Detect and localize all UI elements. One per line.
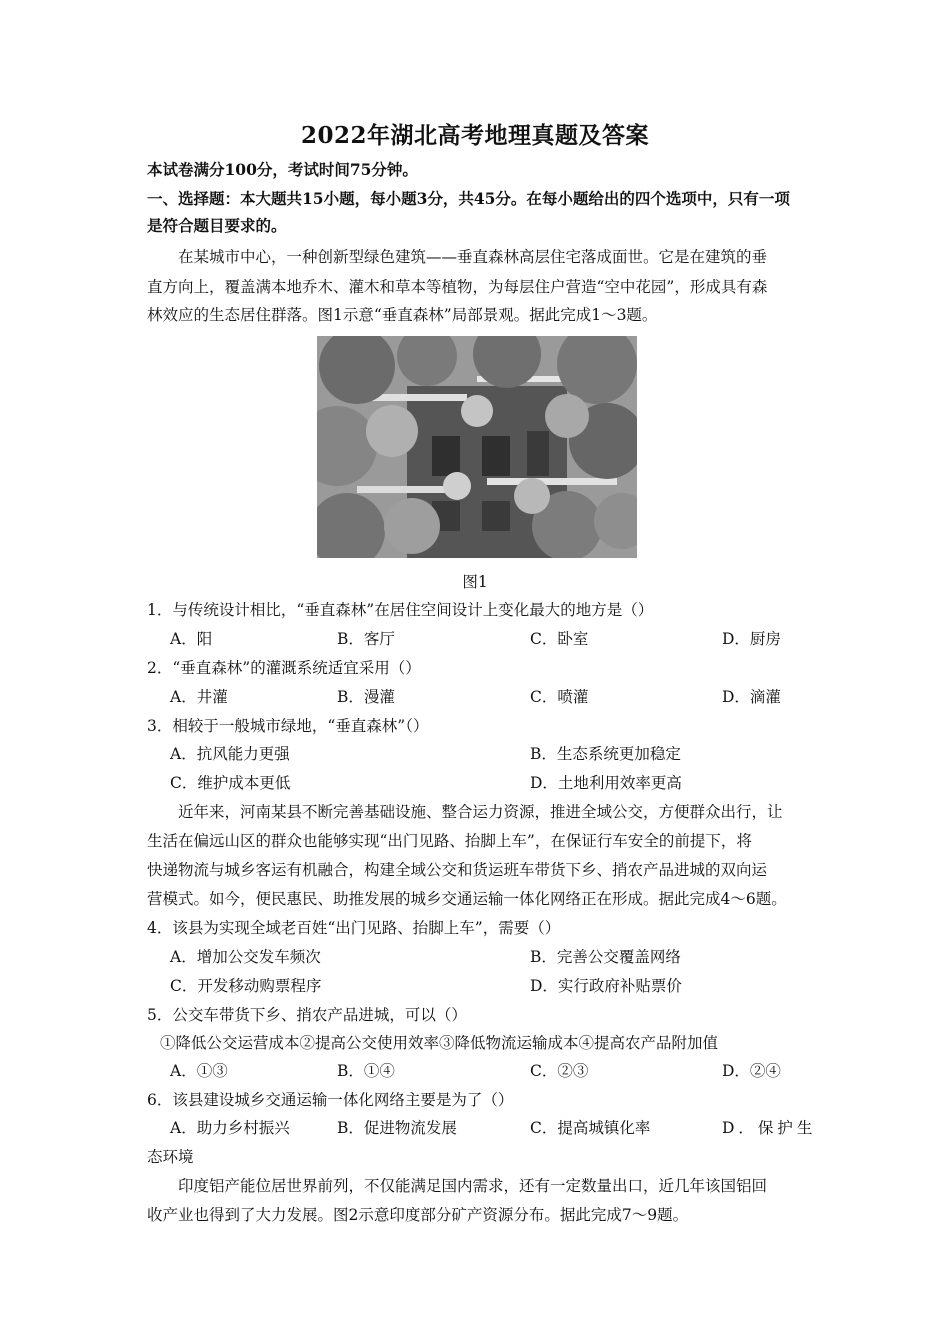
q5-option-c: C．②③: [530, 1062, 589, 1080]
q2-option-b: B．漫灌: [337, 688, 395, 706]
passage2-line2: 生活在偏远山区的群众也能够实现“出门见路、抬脚上车”，在保证行车安全的前提下，将: [147, 832, 752, 850]
exam-intro: 本试卷满分100分，考试时间75分钟。: [147, 160, 418, 179]
q6-option-d-continued: 态环境: [147, 1148, 194, 1166]
passage1-line1: 在某城市中心，一种创新型绿色建筑——垂直森林高层住宅落成面世。它是在建筑的垂: [178, 248, 768, 266]
q5-stem: 5．公交车带货下乡、捎农产品进城，可以（）: [147, 1006, 467, 1024]
q4-option-a: A．增加公交发车频次: [170, 948, 321, 966]
q6-option-d: D．保护生: [722, 1119, 817, 1137]
q6-stem: 6．该县建设城乡交通运输一体化网络主要是为了（）: [147, 1091, 514, 1109]
q1-option-c: C．卧室: [530, 630, 589, 648]
q1-stem: 1．与传统设计相比，“垂直森林”在居住空间设计上变化最大的地方是（）: [147, 601, 654, 619]
q6-option-c: C．提高城镇化率: [530, 1119, 651, 1137]
q3-option-d: D．土地利用效率更高: [530, 774, 682, 792]
q4-stem: 4．该县为实现全域老百姓“出门见路、抬脚上车”，需要（）: [147, 919, 561, 937]
figure1-caption: 图1: [462, 573, 488, 591]
q1-option-a: A．阳: [170, 630, 213, 648]
q6-option-b: B．促进物流发展: [337, 1119, 457, 1137]
passage2-line3: 快递物流与城乡客运有机融合，构建全域公交和货运班车带货下乡、捎农产品进城的双向运: [147, 861, 768, 879]
passage3-line1: 印度铝产能位居世界前列，不仅能满足国内需求，还有一定数量出口，近几年该国铝回: [178, 1177, 768, 1195]
q5-option-a: A．①③: [170, 1062, 228, 1080]
q4-option-d: D．实行政府补贴票价: [530, 977, 682, 995]
passage2-line1: 近年来，河南某县不断完善基础设施、整合运力资源，推进全域公交，方便群众出行，让: [178, 803, 783, 821]
q4-option-c: C．开发移动购票程序: [170, 977, 322, 995]
q3-option-b: B．生态系统更加稳定: [530, 745, 681, 763]
q2-stem: 2．“垂直森林”的灌溉系统适宜采用（）: [147, 659, 421, 677]
q2-option-a: A．井灌: [170, 688, 228, 706]
page-title: 2022年湖北高考地理真题及答案: [300, 122, 649, 149]
q2-option-c: C．喷灌: [530, 688, 589, 706]
section-heading-line2: 是符合题目要求的。: [147, 216, 287, 235]
q5-option-d: D．②④: [722, 1062, 781, 1080]
q3-stem: 3．相较于一般城市绿地，“垂直森林”（）: [147, 717, 429, 735]
passage3-line2: 收产业也得到了大力发展。图2示意印度部分矿产资源分布。据此完成7～9题。: [147, 1206, 689, 1224]
passage1-line3: 林效应的生态居住群落。图1示意“垂直森林”局部景观。据此完成1～3题。: [147, 306, 658, 324]
q3-option-c: C．维护成本更低: [170, 774, 291, 792]
q3-option-a: A．抗风能力更强: [170, 745, 290, 763]
q1-option-b: B．客厅: [337, 630, 395, 648]
q2-option-d: D．滴灌: [722, 688, 781, 706]
q5-statements: ①降低公交运营成本②提高公交使用效率③降低物流运输成本④提高农产品附加值: [160, 1034, 719, 1052]
passage2-line4: 营模式。如今，便民惠民、助推发展的城乡交通运输一体化网络正在形成。据此完成4～6题。: [147, 890, 787, 908]
q5-option-b: B．①④: [337, 1062, 395, 1080]
q4-option-b: B．完善公交覆盖网络: [530, 948, 681, 966]
passage1-line2: 直方向上，覆盖满本地乔木、灌木和草本等植物，为每层住户营造“空中花园”，形成具有森: [147, 278, 768, 296]
q1-option-d: D．厨房: [722, 630, 781, 648]
vertical-forest-photo: [317, 336, 637, 558]
section-heading-line1: 一、选择题：本大题共15小题，每小题3分，共45分。在每小题给出的四个选项中，只有一项: [147, 189, 790, 208]
q6-option-a: A．助力乡村振兴: [170, 1119, 290, 1137]
